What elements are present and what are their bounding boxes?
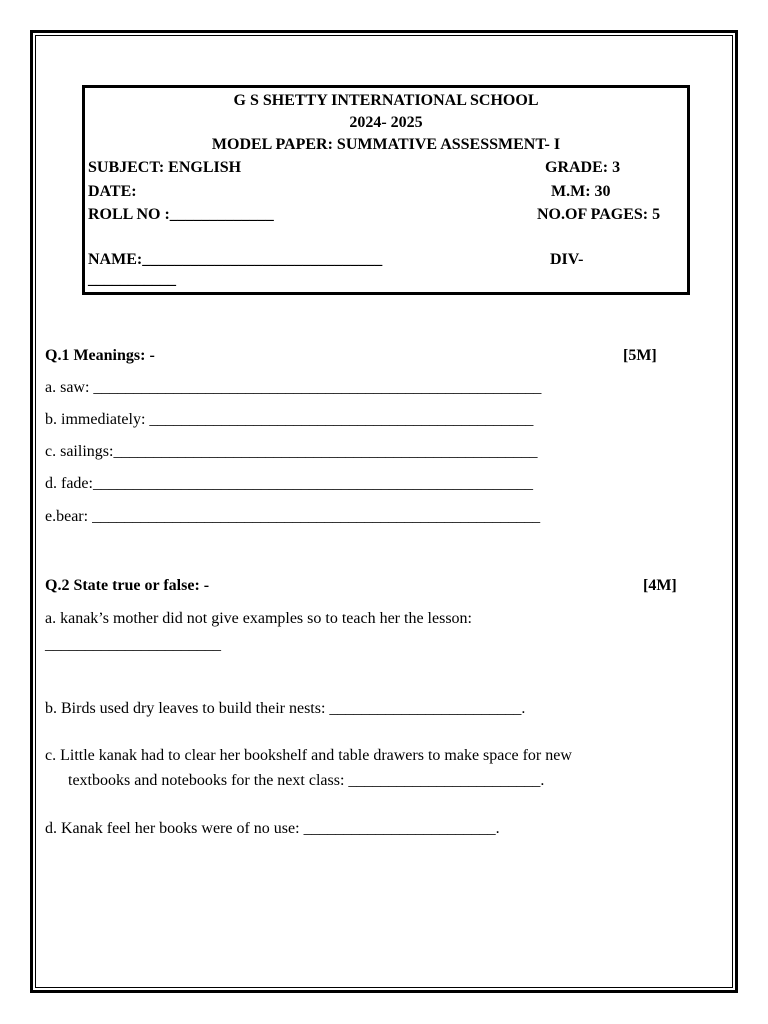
div-field-line: ___________	[88, 271, 176, 288]
question-2-title: Q.2 State true or false: -	[45, 577, 210, 594]
page-count-label: NO.OF PAGES: 5	[537, 206, 661, 223]
div-label: DIV-	[550, 251, 584, 268]
school-name: G S SHETTY INTERNATIONAL SCHOOL	[233, 92, 539, 109]
meaning-item-d: d. fade:_______________________________________________________	[45, 475, 533, 492]
question-1-marks: [5M]	[623, 347, 657, 364]
meaning-item-e: e.bear: ________________________________________________________	[45, 508, 541, 525]
meaning-item-c: c. sailings:_____________________________________________________	[45, 443, 538, 460]
paper-title-suffix: : SUMMATIVE ASSESSMENT- I	[327, 136, 561, 153]
grade-label: GRADE: 3	[545, 159, 621, 176]
true-false-item-a: a. kanak’s mother did not give examples so to teach her the lesson:	[45, 610, 472, 627]
meaning-item-b: b. immediately: ________________________________________________	[45, 411, 534, 428]
true-false-item-c-line1: c. Little kanak had to clear her bookshelf and table drawers to make space for new	[45, 747, 572, 764]
true-false-item-c-line2: textbooks and notebooks for the next class: ________________________.	[68, 772, 545, 789]
roll-no-field: ROLL NO :_____________	[88, 206, 274, 223]
true-false-item-a-line: ______________________	[45, 636, 221, 653]
date-label: DATE:	[88, 183, 137, 200]
question-2-marks: [4M]	[643, 577, 677, 594]
name-field: NAME:______________________________	[88, 251, 383, 268]
academic-year: 2024- 2025	[349, 114, 423, 131]
true-false-item-d: d. Kanak feel her books were of no use: ________________________.	[45, 820, 500, 837]
question-1-title: Q.1 Meanings: -	[45, 347, 155, 364]
paper-title	[85, 136, 687, 154]
subject-label: SUBJECT: ENGLISH	[88, 159, 242, 176]
true-false-item-b: b. Birds used dry leaves to build their nests: ________________________.	[45, 700, 526, 717]
max-marks-label: M.M: 30	[551, 183, 611, 200]
paper-title-prefix: MODEL PAPER	[211, 136, 328, 153]
meaning-item-a: a. saw: ________________________________________________________	[45, 379, 542, 396]
header-box	[82, 85, 690, 295]
